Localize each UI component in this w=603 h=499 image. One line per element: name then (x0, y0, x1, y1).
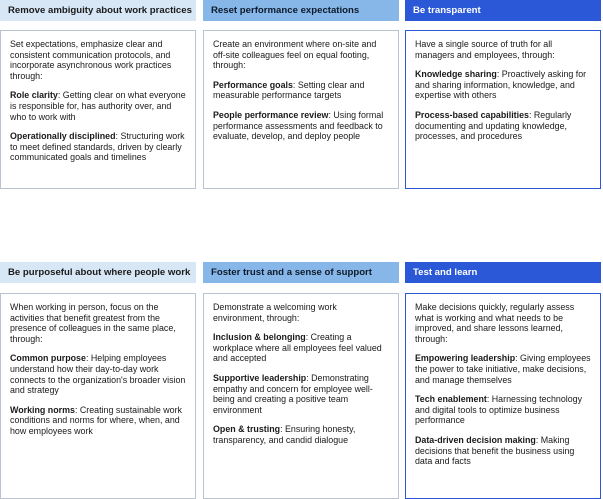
card-intro: Create an environment where on-site and off-site colleagues feel on equal footing, through: (213, 39, 377, 71)
list-item (415, 110, 592, 142)
item-text: : Setting clear and measurable performance targets (213, 79, 365, 101)
card-title: Test and learn (405, 262, 601, 283)
item-term: Role clarity (10, 90, 58, 101)
card-test-and-learn (405, 262, 601, 499)
item-term: Tech enablement (415, 394, 487, 405)
card-intro: Make decisions quickly, regularly assess what is working and what needs to be improved, and share lessons learned, through: (415, 302, 575, 344)
card-intro: When working in person, focus on the activities that benefit greatest from the presence of colleagues in the same place, through: (10, 302, 176, 344)
card-be-transparent (405, 0, 601, 189)
card-title: Be transparent (405, 0, 601, 21)
card-title: Remove ambiguity about work practices (0, 0, 196, 21)
item-term: Empowering leadership (415, 353, 516, 364)
card-body (405, 293, 601, 499)
list-item (10, 405, 187, 437)
item-term: Working norms (10, 404, 75, 415)
item-text: : Making decisions that benefit the business using data and facts (415, 434, 575, 467)
item-text: : Structuring work to meet defined standards, driven by clearly communicated goals and timelines (10, 131, 185, 163)
card-be-purposeful (0, 262, 196, 499)
item-text: : Helping employees understand how their day-to-day work connects to the organization's broader vision and strategy (10, 353, 186, 396)
item-text: : Regularly documenting and updating knowledge, processes, and procedures (415, 109, 572, 142)
list-item (10, 353, 187, 395)
item-text: : Harnessing technology and digital tools to optimize business performance (415, 394, 583, 426)
item-term: Process-based capabilities (415, 109, 529, 120)
item-term: Supportive leadership (213, 372, 307, 383)
item-term: Operationally disciplined (10, 131, 116, 142)
list-item (415, 394, 592, 426)
card-title: Foster trust and a sense of support (203, 262, 399, 283)
list-item (415, 353, 592, 385)
item-text: : Getting clear on what everyone is responsible for, has authority over, and who to work with (10, 90, 186, 122)
card-title: Reset performance expectations (203, 0, 399, 21)
item-text: : Giving employees the power to take initiative, make decisions, and manage themselves (415, 353, 591, 385)
card-intro: Demonstrate a welcoming work environment, through: (213, 302, 337, 323)
list-item (213, 373, 390, 415)
list-item (415, 435, 592, 467)
card-remove-ambiguity (0, 0, 196, 189)
card-body (0, 30, 196, 189)
item-text: : Creating a workplace where all employees feel valued and accepted (213, 332, 382, 364)
list-item (213, 80, 390, 101)
item-text: : Creating sustainable work conditions and norms for where, when, and how employees work (10, 404, 182, 436)
card-foster-trust (203, 262, 399, 499)
card-body (0, 293, 196, 499)
list-item (213, 110, 390, 142)
item-text: : Demonstrating empathy and concern for employee well-being and creating a positive team environment (213, 372, 373, 415)
item-text: : Using formal performance assessments and feedback to evaluate, develop, and deploy people (213, 109, 384, 142)
card-title: Be purposeful about where people work (0, 262, 196, 283)
list-item (10, 90, 187, 122)
item-term: Data-driven decision making (415, 434, 536, 445)
card-body (203, 30, 399, 189)
list-item (415, 69, 592, 101)
card-intro: Set expectations, emphasize clear and consistent communication protocols, and incorporate asynchronous work practices through: (10, 39, 172, 81)
item-term: Common purpose (10, 353, 86, 364)
item-text: : Ensuring honesty, transparency, and candid dialogue (213, 424, 356, 445)
item-term: Inclusion & belonging (213, 332, 306, 343)
card-reset-performance (203, 0, 399, 189)
item-term: Performance goals (213, 79, 293, 90)
item-text: : Proactively asking for and sharing information, knowledge, and expertise with others (415, 69, 587, 101)
list-item (213, 424, 390, 445)
card-body (203, 293, 399, 499)
list-item (213, 332, 390, 364)
item-term: People performance review (213, 109, 329, 120)
card-intro: Have a single source of truth for all managers and employees, through: (415, 39, 555, 60)
item-term: Knowledge sharing (415, 69, 497, 80)
item-term: Open & trusting (213, 424, 281, 435)
card-body (405, 30, 601, 189)
list-item (10, 131, 187, 163)
